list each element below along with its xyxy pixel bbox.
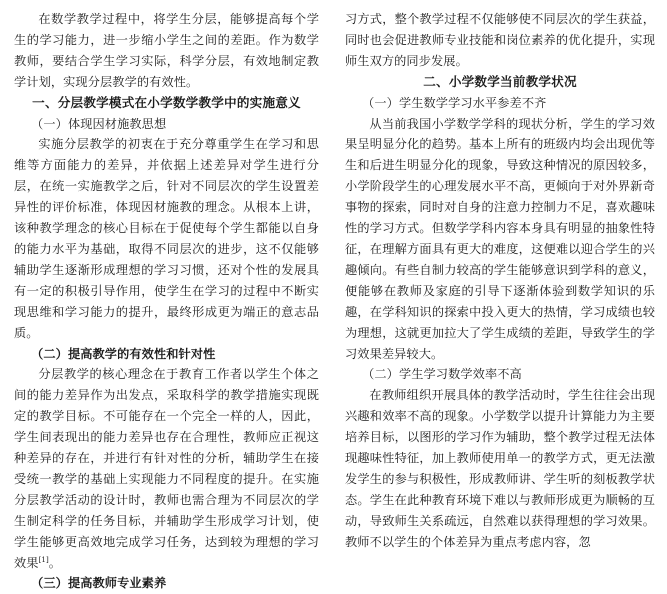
section-heading-1: 一、分层教学模式在小学数学教学中的实施意义 — [32, 94, 301, 110]
paragraph-1-2 — [14, 364, 319, 573]
left-column — [14, 9, 319, 594]
subsection-heading-1-2: （二）提高教学的有效性和针对性 — [31, 346, 216, 361]
subsection-heading-1-3: （三）提高教师专业素养 — [31, 576, 167, 591]
subsection-heading-2-2: （二）学生学习数学效率不高 — [362, 367, 522, 382]
paragraph-1-2-text: 分层教学的核心理念在于教育工作者以学生个体之间的能力差异作为出发点，采取科学的教学措施实现既定的教学目标。不可能存在一个完全一样的人，因此，学生间表现出的能力差异也存在合理性，教师应正视这种差异的存在，并进行有针对性的分析，辅助学生在接受统一教学的基础上实现能力不同程度的提升。在实施分层教学活动的设计时，教师也需合理为不同层次的学生制定科学的任务目标，并辅助学生形成学习计划，使学生能够更高效地完成学习任务，达到较为理想的学习效果 — [14, 367, 319, 570]
paragraph-2-1: 从当前我国小学数学学科的现状分析，学生的学习效果呈明显分化的趋势。基本上所有的班级内均会出现优等生和后进生明显分化的现象，导致这种情况的原因较多，小学阶段学生的心理发展水平不高，更倾向于对外界新奇事物的探索，同时对自身的注意力控制力不足，喜欢趣味性的学习方式。但数学学科内容本身具有明显的抽象性特征，在理解方面具有更大的难度，这便难以迎合学生的兴趣倾向。有些自制力较高的学生能够意识到学科的意义，便能够在教师及家庭的引导下逐渐体验到数学知识的乐趣，在学科知识的探索中投入更大的热情，学习成绩也较为理想，这就更加拉大了学生成绩的差距，导致学生的学习效果差异较大。 — [345, 116, 655, 361]
citation-marker: [1] — [38, 555, 49, 564]
section-heading-2: 二、小学数学当前教学状况 — [423, 73, 577, 89]
paragraph-1-2-end: 。 — [48, 555, 62, 570]
intro-paragraph: 在数学教学过程中，将学生分层，能够提高每个学生的学习能力，进一步缩小学生之间的差距。作为数学教师，要结合学生学习实际，科学分层，有效地制定教学计划，实现分层教学的有效性。 — [14, 12, 319, 89]
right-column — [345, 9, 655, 553]
paragraph-1-3-continued: 习方式，整个教学过程不仅能够使不同层次的学生获益，同时也会促进教师专业技能和岗位素养的优化提升，实现师生双方的同步发展。 — [345, 12, 655, 68]
subsection-heading-1-1: （一）体现因材施教思想 — [31, 116, 167, 131]
subsection-heading-2-1: （一）学生数学学习水平参差不齐 — [362, 95, 547, 110]
paragraph-1-1: 实施分层教学的初衷在于充分尊重学生在学习和思维等方面能力的差异，并依据上述差异对学生进行分层，在统一实施教学之后，针对不同层次的学生设置差异性的评价标准，体现因材施教的理念。从根本上讲，该种教学理念的核心目标在于促使每个学生都能以自身的能力水平为基础，取得不同层次的进步，这不仅能够辅助学生逐渐形成理想的学习习惯，还对个性的发展具有一定的积极引导作用，使学生在学习的过程中不断实现思维和学习能力的提升，最终形成更为端正的意志品质。 — [14, 137, 319, 340]
paragraph-2-2: 在教师组织开展具体的教学活动时，学生往往会出现兴趣和效率不高的现象。小学数学以提升计算能力为主要培养目标，以图形的学习作为辅助，整个教学过程无法体现趣味性特征，加上教师使用单一的教学方式，更无法激发学生的参与积极性，形成教师讲、学生听的刻板教学状态。学生在此种教育环境下难以与教师形成更为顺畅的互动，导致师生关系疏远，自然难以获得理想的学习效果。教师不以学生的个体差异为重点考虑内容，忽 — [345, 388, 655, 549]
